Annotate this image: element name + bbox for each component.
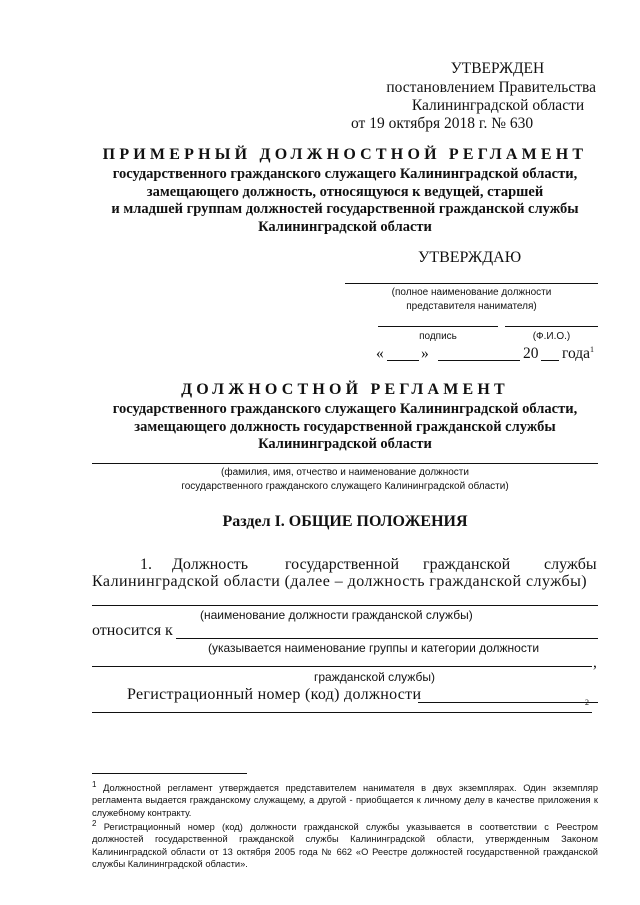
document-title: ПРИМЕРНЫЙ ДОЛЖНОСТНОЙ РЕГЛАМЕНТ xyxy=(102,146,588,163)
header-line1: государственного гражданского служащего Калининградской области, xyxy=(112,166,578,182)
p1-word-3: гражданской xyxy=(423,556,511,573)
date-open-quote: « xyxy=(376,345,384,362)
caption-position: (наименование должности гражданской службы) xyxy=(200,608,473,622)
header-line3: и младшей группам должностей государственной гражданской службы xyxy=(111,201,579,217)
approval-line2: Калининградской области xyxy=(411,97,585,114)
footnote-2-text: Регистрационный номер (код) должности гражданской службы указывается в соответствии с Реестром должностей государственной гражданской службы Калининградской области, утвержденным Законом Калининградской области от 13 октября 2005 года № 662 «О Реестре должностей государственной гражданской службы Калининградской области». xyxy=(92,822,598,869)
p1-word-4: службы xyxy=(544,556,597,573)
footnote-1-text: Должностной регламент утверждается представителем нанимателя в двух экземплярах. Один экземпляр регламента выдается гражданскому служащему, а другой - приобщается к личному делу в качестве приложения к служебному контракту. xyxy=(92,783,598,818)
footnote-2 xyxy=(92,818,598,870)
header-line2: замещающего должность, относящуюся к ведущей, старшей xyxy=(146,184,544,200)
employee-fill-line xyxy=(92,463,598,464)
year-suffix: года$^1$ xyxy=(562,345,595,363)
signature-line xyxy=(378,326,498,327)
footnote-1 xyxy=(92,779,598,819)
approval-date-line: от 19 октября 2018 г. № 630 xyxy=(351,115,534,132)
regulation-caption2: государственного гражданского служащего Калининградской области) xyxy=(181,481,509,492)
caption-group2: гражданской службы) xyxy=(314,670,435,684)
group-fill-line xyxy=(176,638,598,639)
regulation-caption1: (фамилия, имя, отчество и наименование должности xyxy=(221,467,469,478)
approve-title: УТВЕРЖДАЮ xyxy=(418,249,522,266)
approve-caption1: (полное наименование должности xyxy=(391,287,552,298)
month-line xyxy=(438,360,520,361)
regulation-title: ДОЛЖНОСТНОЙ РЕГЛАМЕНТ xyxy=(181,381,509,398)
footnote-2-mark: 2 xyxy=(92,819,97,828)
reg-number-line2 xyxy=(92,712,592,713)
reg-number-line xyxy=(418,702,598,703)
group-fill-line2 xyxy=(92,666,592,667)
approval-title: УТВЕРЖДЕН xyxy=(450,60,545,77)
fio-line xyxy=(505,326,598,327)
footnote-ref-2: 2 xyxy=(585,698,589,707)
approve-caption2: представителя нанимателя) xyxy=(406,301,537,312)
year-prefix: 20 xyxy=(523,345,539,362)
comma-mark: , xyxy=(593,654,597,671)
section-title: Раздел I. ОБЩИЕ ПОЛОЖЕНИЯ xyxy=(222,513,468,530)
regulation-line2: замещающего должность государственной гражданской службы xyxy=(134,419,556,435)
position-fill-line xyxy=(345,283,598,284)
paragraph-number: 1. xyxy=(140,556,152,573)
reg-number-label: Регистрационный номер (код) должности xyxy=(127,686,422,703)
position-name-line xyxy=(92,605,598,606)
header-line4: Калининградской области xyxy=(258,219,432,235)
p1-word-2: государственной xyxy=(285,556,400,573)
signature-label: подпись xyxy=(419,331,457,342)
year-line xyxy=(541,360,559,361)
regulation-line1: государственного гражданского служащего Калининградской области, xyxy=(112,401,578,417)
fio-label: (Ф.И.О.) xyxy=(532,331,571,342)
p1-line2: Калининградской области (далее – должность гражданской службы) xyxy=(92,573,588,590)
footnote-1-mark: 1 xyxy=(92,780,97,789)
regulation-line3: Калининградской области xyxy=(258,436,432,452)
approval-line1: постановлением Правительства xyxy=(386,79,596,96)
day-line xyxy=(387,360,419,361)
relates-to-label: относится к xyxy=(92,622,173,639)
footnote-ref-1: 1 xyxy=(590,345,595,354)
date-close-quote: » xyxy=(421,345,429,362)
p1-word-1: Должность xyxy=(172,556,249,573)
caption-group1: (указывается наименование группы и категории должности xyxy=(208,641,540,655)
footnote-separator xyxy=(92,773,247,774)
